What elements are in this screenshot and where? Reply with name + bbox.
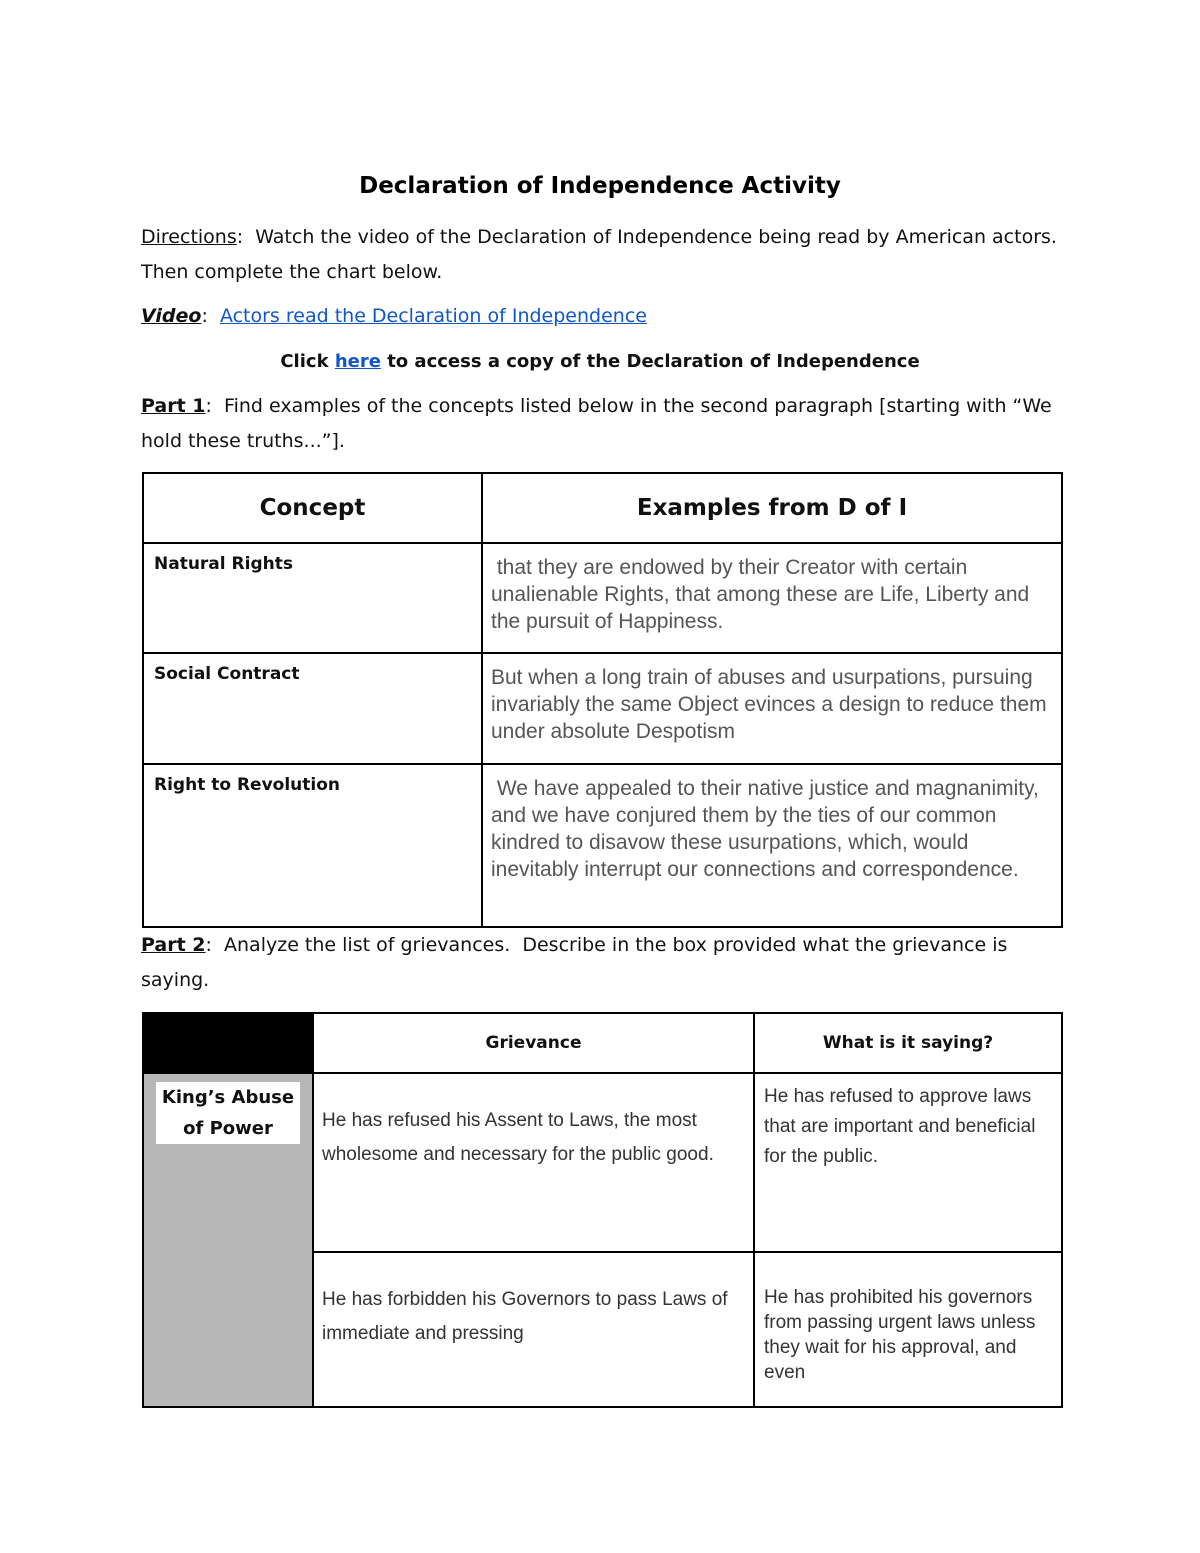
video-link[interactable]: Actors read the Declaration of Independence <box>219 305 647 327</box>
concept-example[interactable]: But when a long train of abuses and usurpations, pursuing invariably the same Object evinces a design to reduce them under absolute Despotism <box>482 653 1062 764</box>
table-row <box>143 543 1062 653</box>
video-line <box>141 299 1061 334</box>
part2-label: Part 2 <box>141 934 206 956</box>
saying-column-header: What is it saying? <box>754 1013 1062 1073</box>
concept-name: Social Contract <box>143 653 482 764</box>
directions-label: Directions <box>141 226 237 248</box>
directions-paragraph <box>141 220 1070 290</box>
concept-column-header: Concept <box>143 473 482 543</box>
concept-example[interactable]: that they are endowed by their Creator with certain unalienable Rights, that among these are Life, Liberty and the pursuit of Happiness. <box>482 543 1062 653</box>
examples-column-header: Examples from D of I <box>482 473 1062 543</box>
part2-instructions <box>141 928 1061 998</box>
table-row <box>143 1073 1062 1252</box>
part2-colon: : <box>205 934 212 956</box>
video-colon: : <box>201 305 208 327</box>
table-row <box>143 653 1062 764</box>
grievance-table <box>142 1012 1063 1408</box>
grievance-table-header-row <box>143 1013 1062 1073</box>
video-label: Video <box>141 305 202 327</box>
category-column-header <box>143 1013 313 1073</box>
saying-answer[interactable]: He has refused to approve laws that are important and beneficial for the public. <box>754 1073 1062 1252</box>
click-suffix: to access a copy of the Declaration of Independence <box>380 351 920 372</box>
directions-text: Watch the video of the Declaration of Independence being read by American actors. Then complete the chart below. <box>141 226 1070 283</box>
grievance-text: He has forbidden his Governors to pass Laws of immediate and pressing <box>313 1252 754 1407</box>
directions-colon: : <box>236 226 244 248</box>
click-prefix: Click <box>280 351 335 372</box>
concept-table <box>142 472 1063 928</box>
part1-label: Part 1 <box>141 395 206 417</box>
concept-table-header-row <box>143 473 1062 543</box>
part1-instructions <box>141 389 1061 459</box>
concept-example[interactable]: We have appealed to their native justice and magnanimity, and we have conjured them by the ties of our common kindred to disavow these usurpations, which, would inevitably interrupt our connections and correspondence. <box>482 764 1062 927</box>
concept-name: Right to Revolution <box>143 764 482 927</box>
declaration-copy-link[interactable]: here <box>334 351 381 372</box>
declaration-copy-line <box>0 344 1200 379</box>
part1-text: Find examples of the concepts listed below in the second paragraph [starting with “We hold these truths...”]. <box>141 395 1058 452</box>
part2-text: Analyze the list of grievances. Describe in the box provided what the grievance is saying. <box>141 934 1014 991</box>
grievance-text: He has refused his Assent to Laws, the most wholesome and necessary for the public good. <box>313 1073 754 1252</box>
concept-name: Natural Rights <box>143 543 482 653</box>
part1-colon: : <box>205 395 212 417</box>
saying-answer[interactable]: He has prohibited his governors from passing urgent laws unless they wait for his approval, and even <box>754 1252 1062 1407</box>
page-title: Declaration of Independence Activity <box>359 173 841 199</box>
table-row <box>143 764 1062 927</box>
category-cell <box>143 1073 313 1407</box>
category-label: King’s Abuse of Power <box>156 1082 300 1144</box>
grievance-column-header: Grievance <box>313 1013 754 1073</box>
